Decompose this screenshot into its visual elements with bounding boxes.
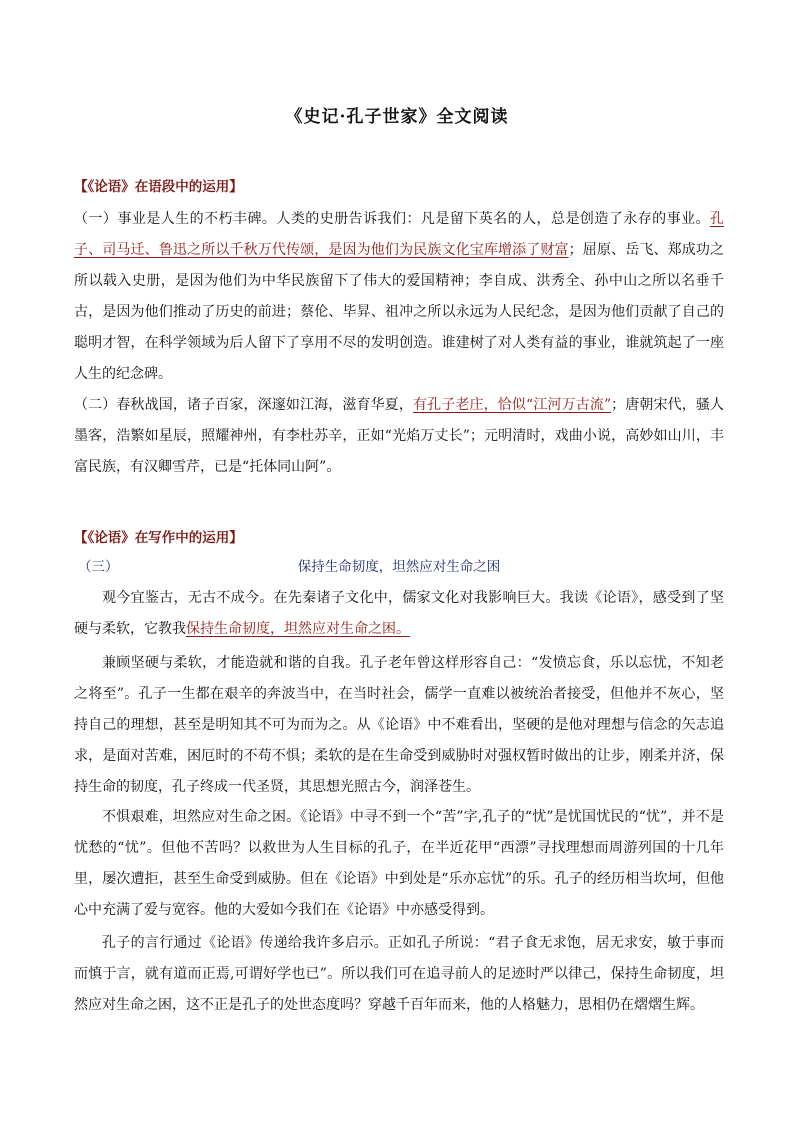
paragraph-two — [74, 390, 724, 483]
section-heading-usage-in-passage: 【《论语》在语段中的运用】 — [74, 179, 243, 195]
paragraph-one — [74, 204, 724, 390]
essay-paragraph-two: 兼顾坚硬与柔软，才能造就和谐的自我。孔子老年曾这样形容自己：“发愤忘食，乐以忘忧，不知老之将至”。孔子一生都在艰辛的奔波当中，在当时社会，儒学一直难以被统治者接受，但他并不灰心，坚持自己的理想，甚至是明知其不可为而为之。从《论语》中不难看出，坚硬的是他对理想与信念的矢志追求，是面对苦难，困厄时的不苟不惧；柔软的是在生命受到威胁时对强权暂时做出的让步，刚柔并济，保持生命的韧度，孔子终成一代圣贤，其思想光照古今，润泽苍生。 — [74, 655, 724, 795]
paragraph-one-text-rest: ；屈原、岳飞、郑成功之所以载入史册，是因为他们为中华民族留下了伟大的爱国精神；李自成、洪秀全、孙中山之所以名垂千古，是因为他们推动了历史的前进；蔡伦、毕昇、祖冲之所以永远为人民纪念，是因为他们贡献了自己的聪明才智，在科学领域为后人留下了享用不尽的发明创造。谁建树了对人类有益的事业，谁就筑起了一座人生的纪念碑。 — [74, 242, 725, 382]
essay-number-label: （三） — [78, 559, 119, 575]
document-title: 《史记·孔子世家》全文阅读 — [285, 107, 509, 127]
section-heading-usage-in-writing: 【《论语》在写作中的运用】 — [74, 530, 243, 546]
essay-paragraph-three: 不惧艰难，坦然应对生命之困。《论语》中寻不到一个“苦”字,孔子的“忧”是忧国忧民的“忧”，并不是忧愁的“忧”。但他不苦吗？以救世为人生目标的孔子，在半近花甲“西漂”寻找理想而周游列国的十几年里，屡次遭拒，甚至生命受到威胁。但在《论语》中到处是“乐亦忘忧”的乐。孔子的经历相当坎坷，但他心中充满了爱与宽容。他的大爱如今我们在《论语》中亦感受得到。 — [74, 809, 724, 918]
essay-paragraph-one — [74, 583, 724, 645]
essay-title: 保持生命韧度，坦然应对生命之困 — [297, 559, 501, 575]
paragraph-two-text: （二）春秋战国，诸子百家，深邃如江海，滋育华夏， — [74, 397, 414, 413]
essay-paragraph-one-text: 观今宜鉴古，无古不成今。在先秦诸子文化中，儒家文化对我影响巨大。我读《论语》，感受到了坚硬与柔软，它教我 — [74, 590, 724, 637]
paragraph-two-highlight: 有孔子老庄，恰似“江河万古流” — [413, 397, 612, 413]
paragraph-one-highlight: 孔子、司马迁、鲁迅之所以千秋万代传颂，是因为他们为民族文化宝库增添了财富 — [74, 211, 724, 258]
paragraph-one-text: （一）事业是人生的不朽丰碑。人类的史册告诉我们：凡是留下英名的人，总是创造了永存的事业。 — [74, 211, 710, 227]
essay-paragraph-one-highlight: 保持生命韧度，坦然应对生命之困。 — [186, 621, 410, 637]
paragraph-two-text-rest: ；唐朝宋代，骚人墨客，浩繁如星辰，照耀神州，有李杜苏辛，正如“光焰万丈长”；元明清时，戏曲小说，高妙如山川，丰富民族，有汉卿雪芹，已是“托体同山阿”。 — [74, 397, 725, 475]
essay-heading-row — [74, 555, 724, 577]
essay-paragraph-four: 孔子的言行通过《论语》传递给我许多启示。正如孔子所说：“君子食无求饱，居无求安，敏于事而而慎于言，就有道而正焉,可谓好学也已”。所以我们可在追寻前人的足迹时严以律己，保持生命韧度，坦然应对生命之困，这不正是孔子的处世态度吗？穿越千百年而来，他的人格魅力，思相仍在熠熠生辉。 — [74, 935, 724, 1013]
